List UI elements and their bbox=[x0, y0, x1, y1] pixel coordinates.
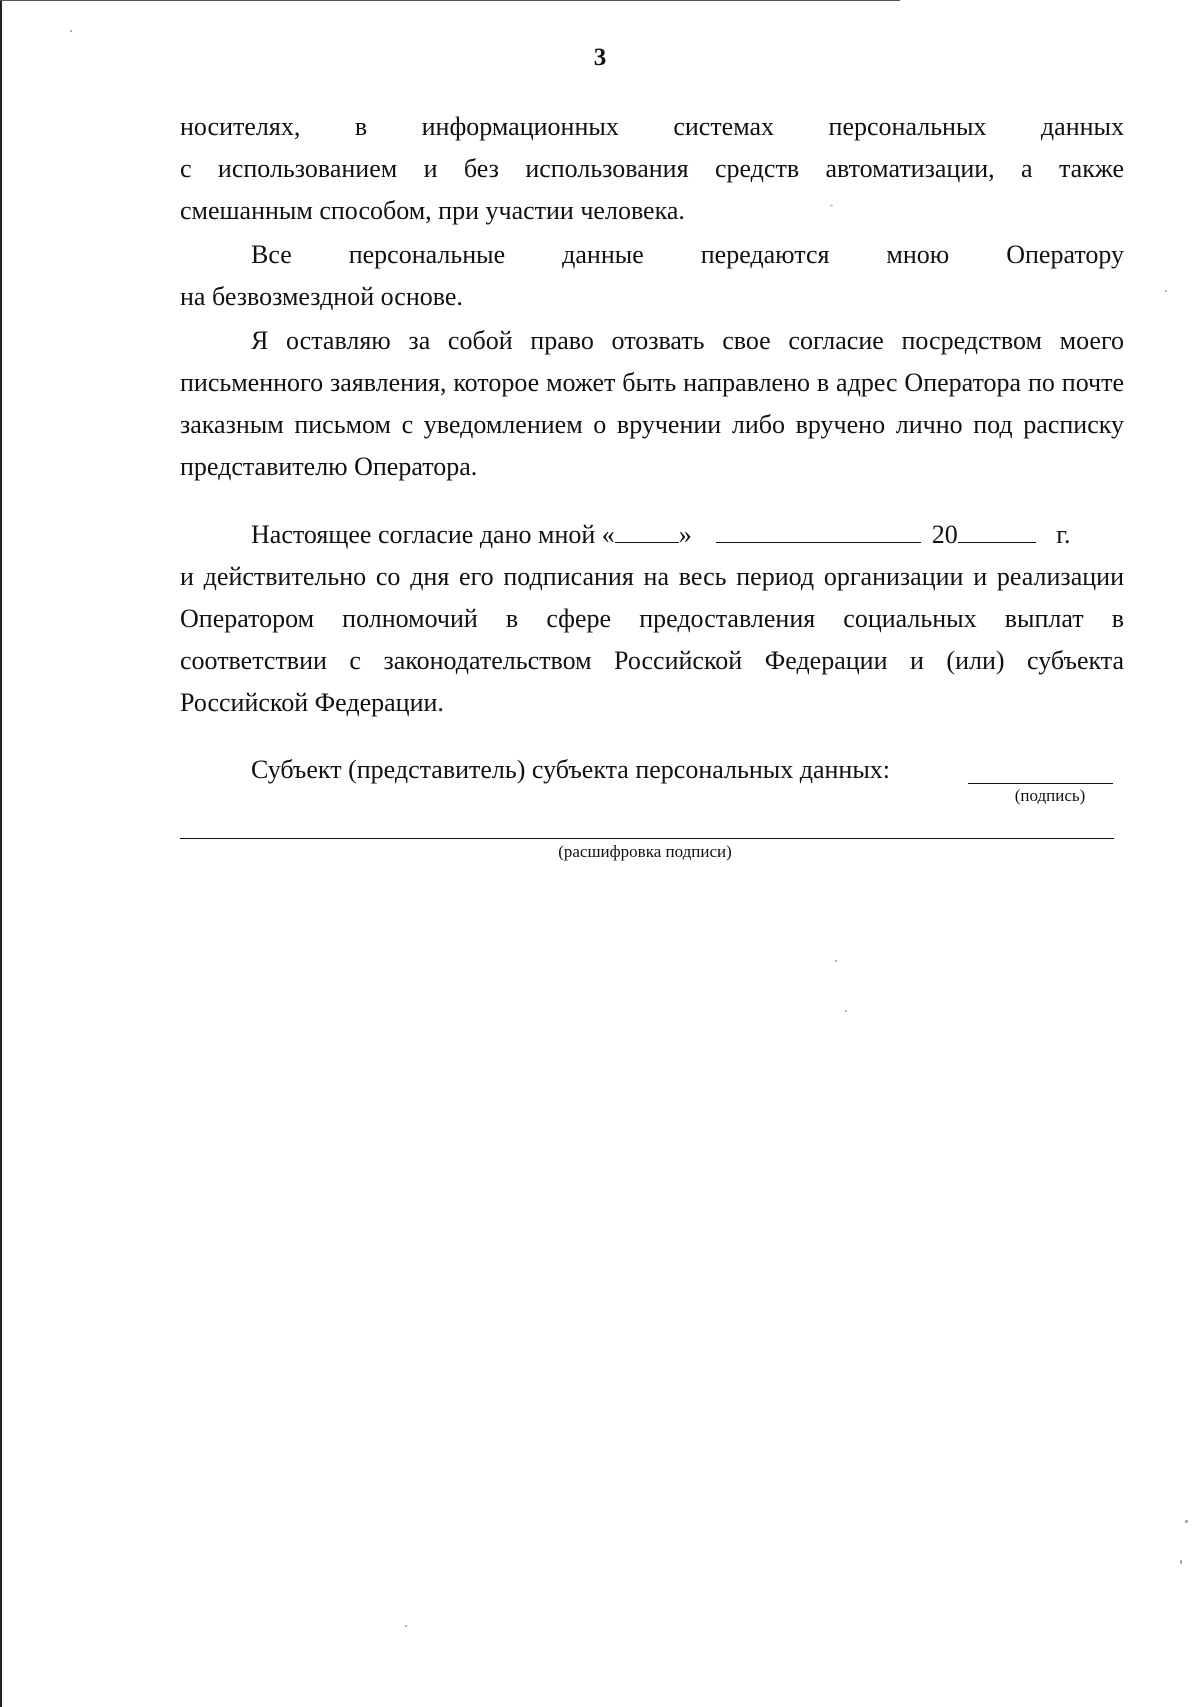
scan-speck bbox=[70, 30, 72, 32]
paragraph-line: на безвозмездной основе. bbox=[180, 282, 463, 311]
year-blank[interactable] bbox=[958, 514, 1036, 543]
scan-edge-top bbox=[0, 0, 900, 1]
consent-date-line bbox=[180, 514, 1124, 556]
close-quote: » bbox=[678, 520, 692, 549]
scan-speck bbox=[835, 960, 837, 962]
paragraph-withdrawal-right: Я оставляю за собой право отозвать свое согласие посредством моего письменного заявления, которое может быть направлено в адрес Оператора по почте заказным письмом с уведомлением о вручении либо вручено лично под расписку представителю Оператора. bbox=[180, 326, 1124, 481]
scan-speck bbox=[830, 205, 833, 206]
paragraph-processing-methods bbox=[180, 106, 1124, 232]
paragraph-line: носителях, в информационных системах персональных данных bbox=[180, 112, 1124, 141]
paragraph-consent-validity: и действительно со дня его подписания на весь период организации и реализации Оператором полномочий в сфере предоставления социальных выплат в соответствии с законодательством Российской Федерации и (или) субъекта Российской Федерации. bbox=[180, 562, 1124, 717]
year-suffix: г. bbox=[1056, 520, 1071, 549]
signature-caption: (подпись) bbox=[1014, 786, 1086, 805]
signature-decoding-line[interactable] bbox=[180, 838, 1114, 839]
paragraph-line: смешанным способом, при участии человека. bbox=[180, 196, 685, 225]
paragraph-line: Все персональные данные передаются мною Оператору bbox=[251, 240, 1124, 269]
month-blank[interactable] bbox=[716, 514, 921, 543]
signature-line[interactable] bbox=[968, 783, 1113, 784]
day-blank[interactable] bbox=[615, 514, 679, 543]
signature-decoding-caption: (расшифровка подписи) bbox=[558, 842, 732, 861]
year-prefix: 20 bbox=[931, 520, 958, 549]
subject-label: Субъект (представитель) субъекта персональных данных: bbox=[251, 755, 891, 784]
page-number: 3 bbox=[593, 44, 607, 71]
scan-edge-left bbox=[0, 0, 2, 1707]
scan-speck bbox=[405, 1625, 407, 1627]
consent-prefix: Настоящее согласие дано мной « bbox=[251, 520, 615, 549]
scan-speck bbox=[1180, 1560, 1182, 1564]
scan-speck bbox=[1185, 1520, 1188, 1523]
scan-speck bbox=[1165, 290, 1167, 292]
paragraph-line: с использованием и без использования средств автоматизации, а также bbox=[180, 154, 1124, 183]
scan-speck bbox=[845, 1010, 847, 1012]
paragraph-free-transfer bbox=[180, 234, 1124, 318]
